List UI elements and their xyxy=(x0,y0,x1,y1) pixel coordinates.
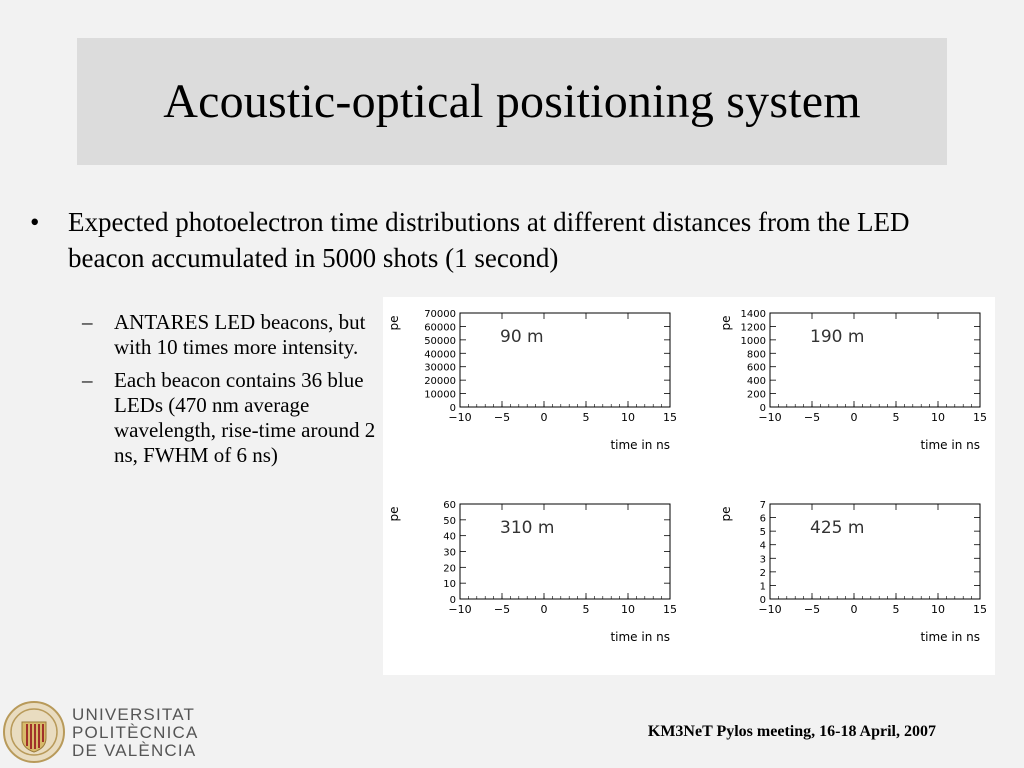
y-tick-label: 1000 xyxy=(740,335,766,347)
x-axis-label: time in ns xyxy=(920,630,980,644)
x-tick-label: 0 xyxy=(850,603,858,616)
main-bullet-text: Expected photoelectron time distributions at different distances from the LED beacon accumulated in 5000 shots (1 second) xyxy=(68,207,910,273)
y-tick-label: 3 xyxy=(759,554,766,566)
y-tick-label: 50 xyxy=(443,515,456,527)
bullet-symbol: • xyxy=(30,207,40,237)
y-axis-label: pe xyxy=(387,506,401,522)
y-tick-label: 20000 xyxy=(424,376,456,388)
x-tick-label: −10 xyxy=(758,411,782,424)
y-tick-label: 1200 xyxy=(740,322,766,334)
y-tick-label: 30000 xyxy=(424,362,456,374)
plot-frame xyxy=(460,504,670,599)
x-axis-label: time in ns xyxy=(610,630,670,644)
y-tick-label: 0 xyxy=(449,403,456,414)
sub-bullet-item xyxy=(82,368,382,468)
distance-annotation: 310 m xyxy=(500,518,555,538)
title-box xyxy=(77,38,947,165)
y-tick-label: 10 xyxy=(443,579,456,591)
x-tick-label: 0 xyxy=(850,411,858,424)
y-axis-label: pe xyxy=(719,506,733,522)
university-line: DE VALÈNCIA xyxy=(72,741,197,760)
x-tick-label: −10 xyxy=(758,603,782,616)
y-tick-label: 70000 xyxy=(424,309,456,320)
sub-bullet-item xyxy=(82,310,382,360)
y-tick-label: 0 xyxy=(759,595,766,606)
y-tick-label: 20 xyxy=(443,563,456,575)
sub-bullet-text: ANTARES LED beacons, but with 10 times more intensity. xyxy=(114,310,366,359)
y-tick-label: 600 xyxy=(746,362,766,374)
plot-frame xyxy=(770,504,980,599)
university-seal-icon xyxy=(2,700,66,764)
distance-annotation: 425 m xyxy=(810,518,865,538)
distance-annotation: 90 m xyxy=(500,327,544,347)
x-axis-label: time in ns xyxy=(610,438,670,452)
y-axis-label: pe xyxy=(387,315,401,331)
y-tick-label: 7 xyxy=(759,500,766,511)
x-tick-label: 5 xyxy=(892,603,900,616)
x-tick-label: −10 xyxy=(448,411,472,424)
y-tick-label: 800 xyxy=(746,349,766,361)
y-axis-label: pe xyxy=(719,315,733,331)
x-tick-label: 0 xyxy=(540,411,548,424)
y-tick-label: 0 xyxy=(759,403,766,414)
x-tick-label: 5 xyxy=(582,411,590,424)
x-tick-label: 10 xyxy=(931,603,945,616)
x-tick-label: 10 xyxy=(621,603,635,616)
dash-symbol: – xyxy=(82,368,93,392)
x-tick-label: −5 xyxy=(803,411,821,424)
x-tick-label: 15 xyxy=(663,603,677,616)
y-tick-label: 5 xyxy=(759,527,766,539)
x-tick-label: −10 xyxy=(448,603,472,616)
university-line: POLITÈCNICA xyxy=(72,723,199,742)
x-tick-label: 10 xyxy=(621,411,635,424)
x-tick-label: 15 xyxy=(663,411,677,424)
x-axis-label: time in ns xyxy=(920,438,980,452)
y-tick-label: 10000 xyxy=(424,389,456,401)
y-tick-label: 60000 xyxy=(424,322,456,334)
footer-text: KM3NeT Pylos meeting, 16-18 April, 2007 xyxy=(647,723,936,740)
university-line: UNIVERSITAT xyxy=(72,705,196,724)
y-tick-label: 60 xyxy=(443,500,456,511)
distance-annotation: 190 m xyxy=(810,327,865,347)
y-tick-label: 2 xyxy=(759,567,766,579)
dash-symbol: – xyxy=(82,310,93,334)
x-tick-label: 5 xyxy=(892,411,900,424)
x-tick-label: 0 xyxy=(540,603,548,616)
y-tick-label: 4 xyxy=(759,540,766,552)
university-name xyxy=(72,706,199,760)
y-tick-label: 6 xyxy=(759,513,766,525)
y-tick-label: 40000 xyxy=(424,349,456,361)
plot-frame xyxy=(460,313,670,407)
y-tick-label: 30 xyxy=(443,547,456,559)
y-tick-label: 1400 xyxy=(740,309,766,320)
x-tick-label: −5 xyxy=(493,603,511,616)
x-tick-label: 15 xyxy=(973,603,987,616)
y-tick-label: 400 xyxy=(746,376,766,388)
histogram-plots xyxy=(383,297,995,675)
x-tick-label: 10 xyxy=(931,411,945,424)
y-tick-label: 1 xyxy=(759,581,766,593)
y-tick-label: 0 xyxy=(449,595,456,606)
y-tick-label: 40 xyxy=(443,531,456,543)
x-tick-label: 5 xyxy=(582,603,590,616)
plot-frame xyxy=(770,313,980,407)
x-tick-label: −5 xyxy=(803,603,821,616)
x-tick-label: 15 xyxy=(973,411,987,424)
x-tick-label: −5 xyxy=(493,411,511,424)
plot-panel xyxy=(383,297,995,675)
y-tick-label: 50000 xyxy=(424,335,456,347)
sub-bullet-list xyxy=(82,310,382,476)
slide-title: Acoustic-optical positioning system xyxy=(163,75,861,128)
y-tick-label: 200 xyxy=(746,389,766,401)
sub-bullet-text: Each beacon contains 36 blue LEDs (470 nm average wavelength, rise-time around 2 ns, FWHM of 6 ns) xyxy=(114,368,376,467)
